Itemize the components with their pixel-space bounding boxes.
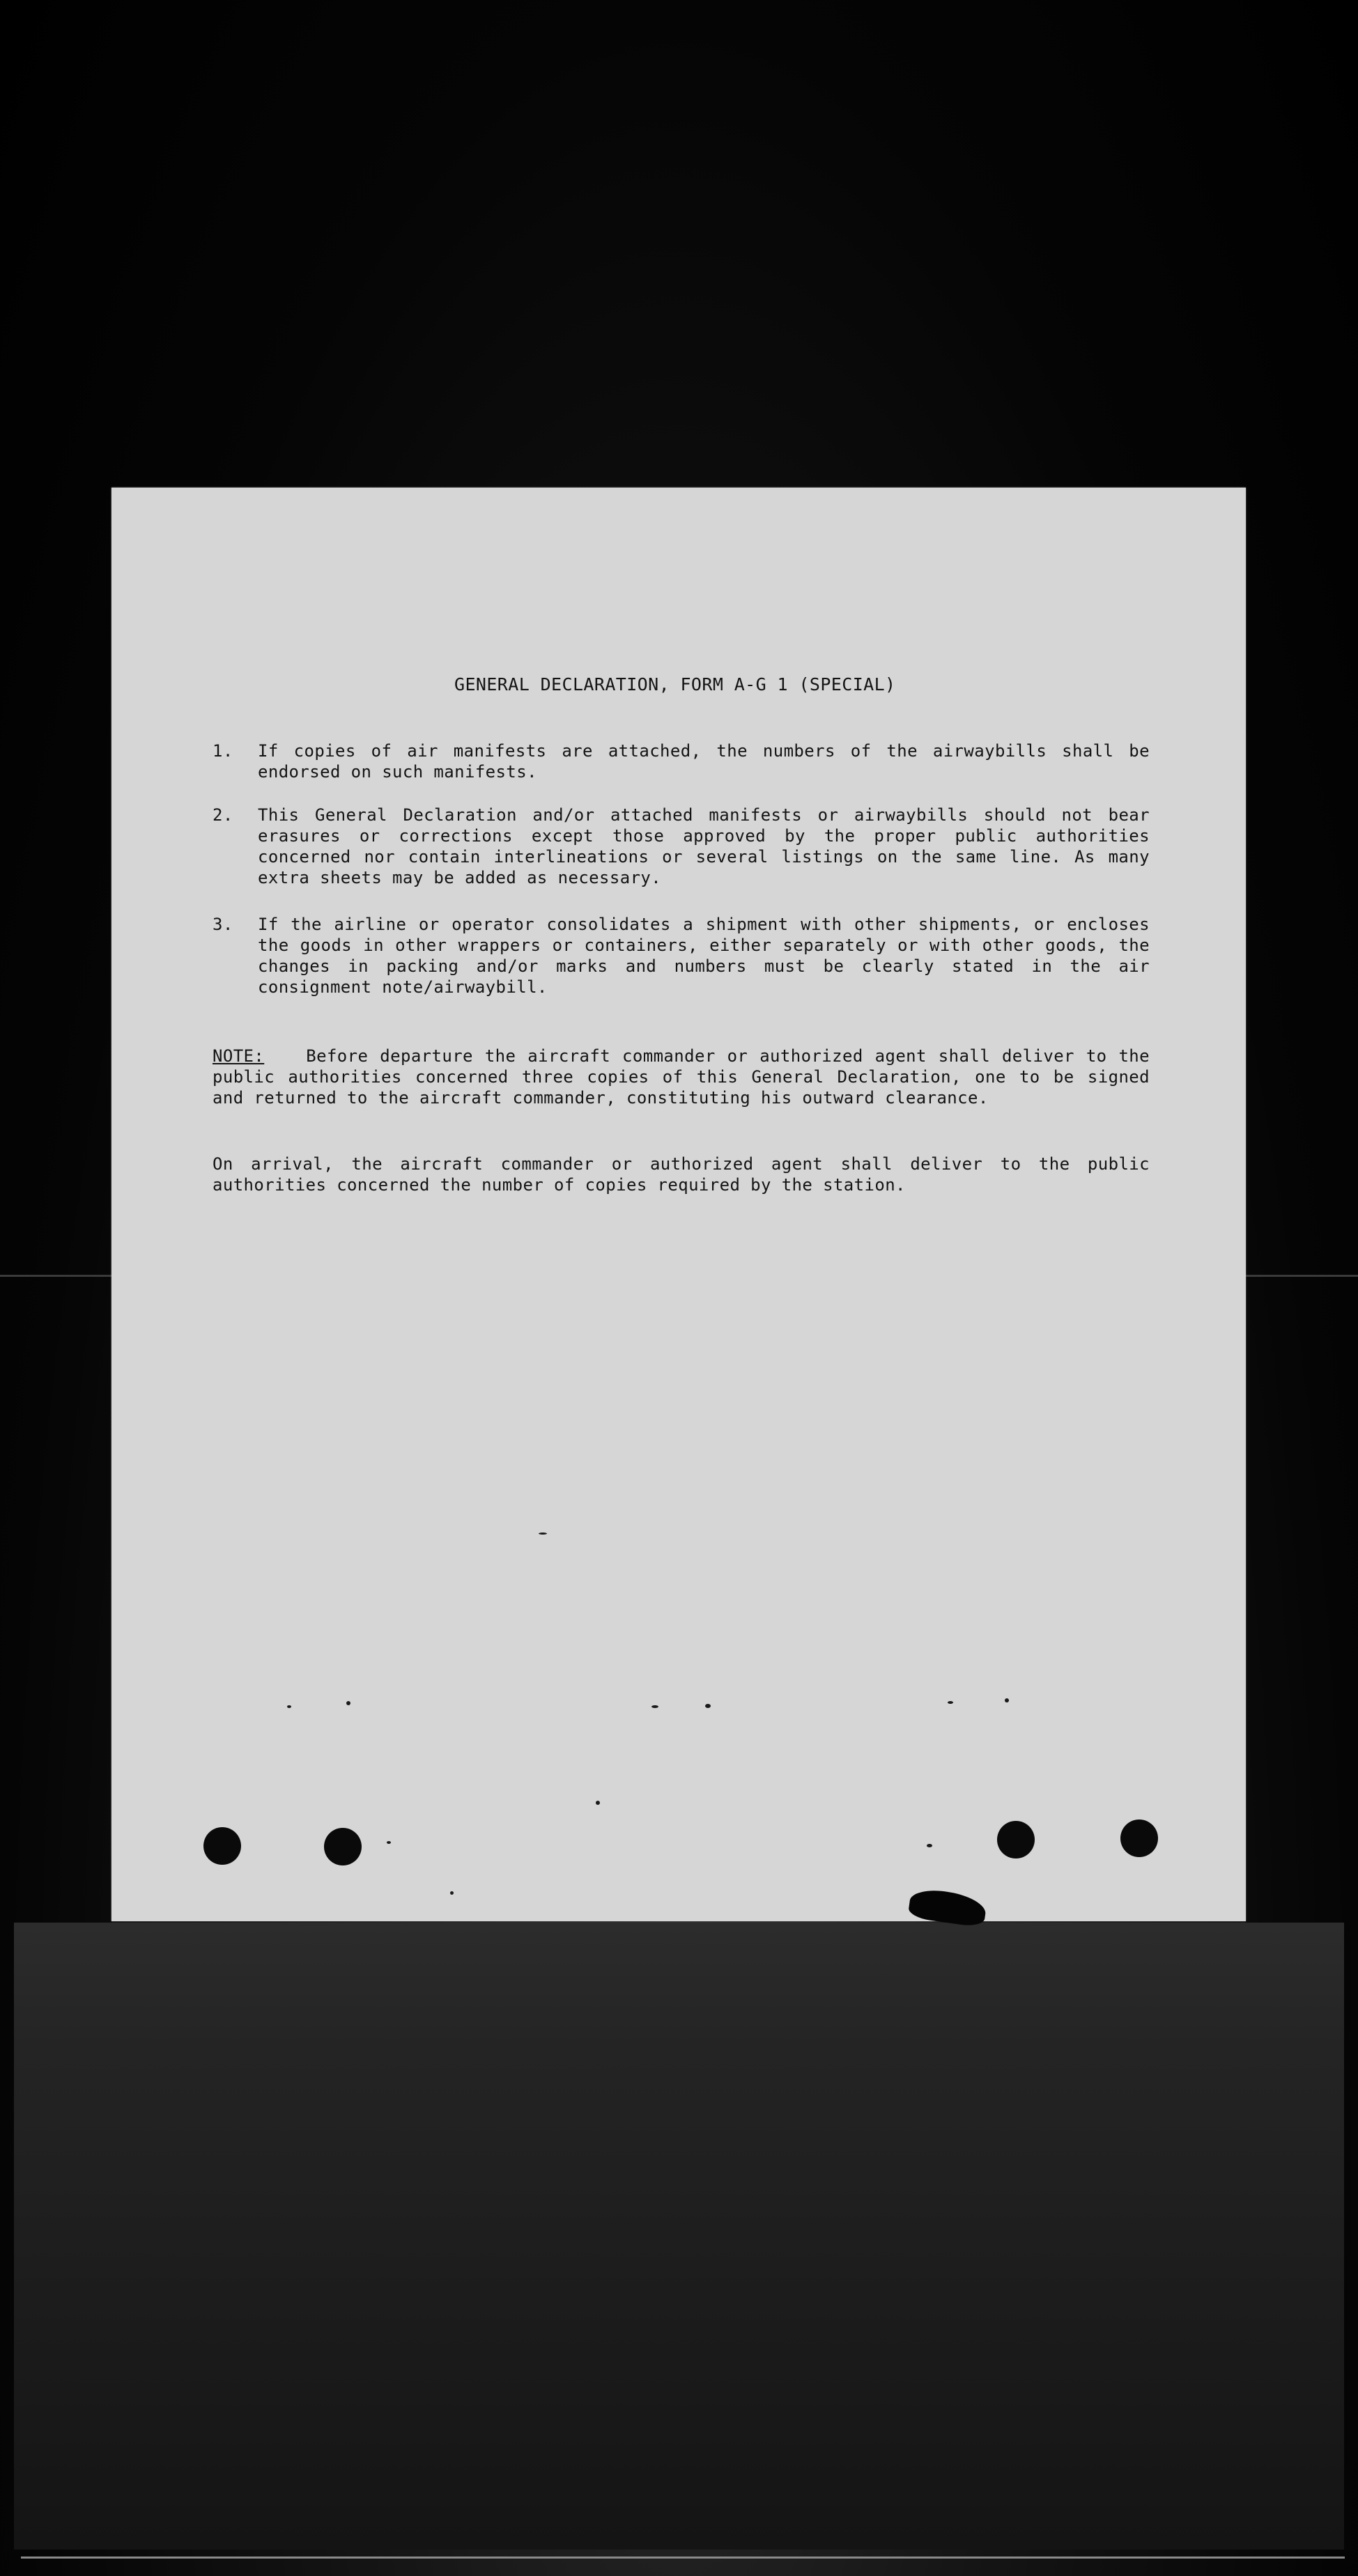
punch-hole [203,1827,241,1865]
dust-speck [387,1841,391,1844]
scanner-lower-area [14,1923,1344,2550]
dust-speck [1005,1698,1009,1702]
dust-speck [346,1701,350,1705]
document-title: GENERAL DECLARATION, FORM A-G 1 (SPECIAL) [454,674,896,695]
item-text: If the airline or operator consolidates a shipment with other shipments, or encloses the goods in other wrappers or containers, either separately or with other goods, the changes in packing and/or marks and numbers must be clearly stated in the air consignment note/airwaybill. [258,915,1150,997]
note-label: NOTE: [213,1046,265,1066]
punch-hole [1120,1820,1158,1857]
punch-hole [997,1821,1035,1859]
dust-speck [287,1705,291,1708]
item-text: This General Declaration and/or attached manifests or airwaybills should not bear erasures or corrections except those approved by the proper public authorities concerned nor contain interlineations or several listings on the same line. As many extra sheets may be added as necessary. [258,805,1150,887]
scanner-bottom-line [21,2556,1345,2559]
item-number: 1. [213,741,233,761]
dust-speck [948,1701,953,1704]
dust-speck [539,1533,547,1535]
document-sheet [111,488,1246,1921]
dust-speck [651,1705,658,1708]
dust-speck [596,1801,600,1805]
note-paragraph [213,1046,1150,1108]
dust-speck [927,1844,932,1847]
item-number: 2. [213,805,233,825]
dust-speck [705,1704,711,1708]
note-text: Before departure the aircraft commander or authorized agent shall deliver to the public authorities concerned three copies of this General Declaration, one to be signed and returned to the aircraft commander, constituting his outward clearance. [213,1046,1150,1108]
item-number: 3. [213,915,233,934]
punch-hole [324,1828,362,1865]
dust-speck [450,1891,454,1895]
item-text: If copies of air manifests are attached, the numbers of the airwaybills shall be endorsed on such manifests. [258,741,1150,782]
arrival-paragraph: On arrival, the aircraft commander or authorized agent shall deliver to the public authorities concerned the number of copies required by the station. [213,1154,1150,1195]
